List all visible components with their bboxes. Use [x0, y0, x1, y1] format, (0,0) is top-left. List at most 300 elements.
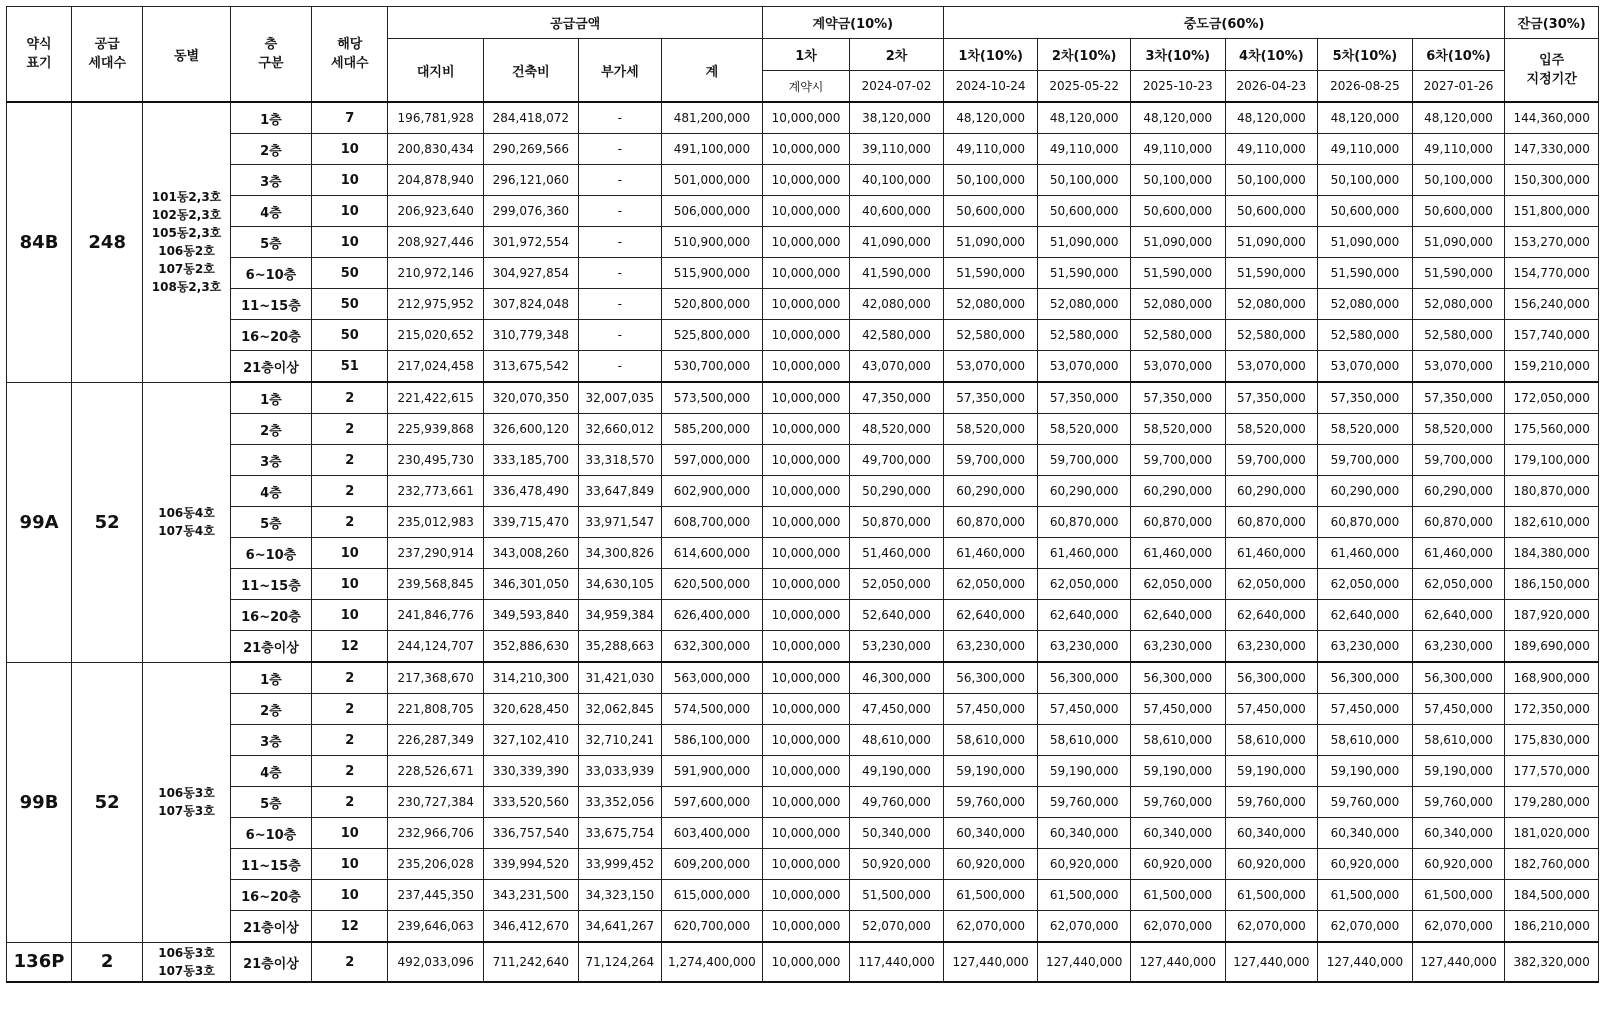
balance-cell: 151,800,000: [1505, 196, 1599, 227]
land-cell: 232,773,661: [388, 476, 484, 507]
middle-3-cell: 62,050,000: [1130, 569, 1225, 600]
total-cell: 491,100,000: [662, 134, 763, 165]
vat-cell: 34,959,384: [578, 600, 661, 631]
middle-1-cell: 50,100,000: [943, 165, 1038, 196]
total-cell: 632,300,000: [662, 631, 763, 663]
deposit-2-cell: 53,230,000: [850, 631, 944, 663]
middle-1-cell: 60,920,000: [943, 849, 1038, 880]
middle-2-cell: 62,070,000: [1038, 911, 1131, 943]
middle-3-cell: 49,110,000: [1130, 134, 1225, 165]
land-cell: 241,846,776: [388, 600, 484, 631]
floor-cell: 3층: [230, 445, 311, 476]
table-row: [7, 725, 1599, 756]
middle-3-cell: 62,070,000: [1130, 911, 1225, 943]
middle-6-cell: 127,440,000: [1412, 942, 1505, 982]
middle-3-cell: 58,610,000: [1130, 725, 1225, 756]
land-cell: 204,878,940: [388, 165, 484, 196]
middle-6-cell: 49,110,000: [1412, 134, 1505, 165]
land-cell: 212,975,952: [388, 289, 484, 320]
middle-5-cell: 50,100,000: [1318, 165, 1413, 196]
building-cell: [143, 382, 230, 662]
table-row: [7, 787, 1599, 818]
deposit-2-cell: 50,290,000: [850, 476, 944, 507]
middle-6-cell: 59,190,000: [1412, 756, 1505, 787]
table-row: [7, 165, 1599, 196]
deposit-2-cell: 51,460,000: [850, 538, 944, 569]
building-line: 106동2호: [158, 244, 215, 259]
deposit-2-cell: 52,070,000: [850, 911, 944, 943]
balance-cell: 184,380,000: [1505, 538, 1599, 569]
land-cell: 226,287,349: [388, 725, 484, 756]
deposit-1-header: 1차: [762, 39, 849, 71]
middle-3-cell: 57,450,000: [1130, 694, 1225, 725]
total-cell: 597,600,000: [662, 787, 763, 818]
construction-cell: 333,520,560: [484, 787, 579, 818]
middle-1-cell: 56,300,000: [943, 662, 1038, 694]
middle-6-cell: 60,870,000: [1412, 507, 1505, 538]
deposit-2-cell: 42,580,000: [850, 320, 944, 351]
middle-6-cell: 60,340,000: [1412, 818, 1505, 849]
middle-2-cell: 59,760,000: [1038, 787, 1131, 818]
total-cell: 620,700,000: [662, 911, 763, 943]
middle-6-cell: 62,640,000: [1412, 600, 1505, 631]
middle-3-date: 2025-10-23: [1130, 71, 1225, 103]
building-line: 107동2호: [158, 262, 215, 277]
units-cell: 50: [312, 289, 388, 320]
middle-3-header: 3차(10%): [1130, 39, 1225, 71]
floor-cell: 6~10층: [230, 818, 311, 849]
deposit-1-cell: 10,000,000: [762, 289, 849, 320]
construction-cell: 346,412,670: [484, 911, 579, 943]
middle-2-cell: 52,580,000: [1038, 320, 1131, 351]
middle-5-cell: 59,760,000: [1318, 787, 1413, 818]
land-header: 대지비: [388, 39, 484, 103]
table-row: [7, 756, 1599, 787]
vat-cell: -: [578, 351, 661, 383]
middle-2-cell: 49,110,000: [1038, 134, 1131, 165]
table-row: [7, 538, 1599, 569]
total-cell: 608,700,000: [662, 507, 763, 538]
deposit-1-cell: 10,000,000: [762, 320, 849, 351]
middle-4-cell: 60,920,000: [1225, 849, 1318, 880]
middle-6-cell: 52,080,000: [1412, 289, 1505, 320]
middle-3-cell: 63,230,000: [1130, 631, 1225, 663]
middle-1-cell: 51,090,000: [943, 227, 1038, 258]
table-row: [7, 102, 1599, 134]
construction-cell: 313,675,542: [484, 351, 579, 383]
middle-5-cell: 62,070,000: [1318, 911, 1413, 943]
price-group-header: 공급금액: [388, 7, 762, 39]
middle-6-cell: 58,610,000: [1412, 725, 1505, 756]
deposit-2-cell: 49,760,000: [850, 787, 944, 818]
total-cell: 573,500,000: [662, 382, 763, 414]
construction-header: 건축비: [484, 39, 579, 103]
floor-cell: 1층: [230, 382, 311, 414]
total-cell: 603,400,000: [662, 818, 763, 849]
building-cell: [143, 662, 230, 942]
vat-cell: 32,710,241: [578, 725, 661, 756]
deposit-1-cell: 10,000,000: [762, 476, 849, 507]
balance-cell: 175,560,000: [1505, 414, 1599, 445]
deposit-1-cell: 10,000,000: [762, 569, 849, 600]
balance-cell: 159,210,000: [1505, 351, 1599, 383]
total-cell: 501,000,000: [662, 165, 763, 196]
construction-cell: 301,972,554: [484, 227, 579, 258]
total-cell: 481,200,000: [662, 102, 763, 134]
middle-3-cell: 52,580,000: [1130, 320, 1225, 351]
table-row: [7, 569, 1599, 600]
table-row: [7, 507, 1599, 538]
total-cell: 614,600,000: [662, 538, 763, 569]
building-line: 105동2,3호: [151, 226, 222, 241]
total-cell: 1,274,400,000: [662, 942, 763, 982]
table-row: [7, 476, 1599, 507]
deposit-1-date: 계약시: [762, 71, 849, 103]
table-row: [7, 320, 1599, 351]
units-cell: 2: [312, 725, 388, 756]
deposit-2-cell: 52,050,000: [850, 569, 944, 600]
units-cell: 2: [312, 382, 388, 414]
units-cell: 10: [312, 600, 388, 631]
vat-cell: -: [578, 134, 661, 165]
middle-1-cell: 57,450,000: [943, 694, 1038, 725]
middle-4-cell: 50,600,000: [1225, 196, 1318, 227]
land-cell: 196,781,928: [388, 102, 484, 134]
floor-cell: 2층: [230, 694, 311, 725]
land-cell: 239,568,845: [388, 569, 484, 600]
middle-1-cell: 60,340,000: [943, 818, 1038, 849]
construction-cell: 320,628,450: [484, 694, 579, 725]
middle-2-cell: 58,520,000: [1038, 414, 1131, 445]
middle-2-cell: 57,350,000: [1038, 382, 1131, 414]
middle-2-header: 2차(10%): [1038, 39, 1131, 71]
middle-4-cell: 58,520,000: [1225, 414, 1318, 445]
middle-5-cell: 49,110,000: [1318, 134, 1413, 165]
middle-1-cell: 52,080,000: [943, 289, 1038, 320]
middle-2-cell: 60,920,000: [1038, 849, 1131, 880]
deposit-1-cell: 10,000,000: [762, 756, 849, 787]
middle-4-header: 4차(10%): [1225, 39, 1318, 71]
floor-cell: 11~15층: [230, 569, 311, 600]
construction-cell: 330,339,390: [484, 756, 579, 787]
floor-cell: 11~15층: [230, 289, 311, 320]
total-cell: 615,000,000: [662, 880, 763, 911]
middle-4-cell: 63,230,000: [1225, 631, 1318, 663]
middle-3-cell: 60,290,000: [1130, 476, 1225, 507]
middle-4-cell: 62,640,000: [1225, 600, 1318, 631]
construction-cell: 336,757,540: [484, 818, 579, 849]
middle-3-cell: 60,920,000: [1130, 849, 1225, 880]
deposit-2-cell: 47,450,000: [850, 694, 944, 725]
table-row: [7, 289, 1599, 320]
land-cell: 210,972,146: [388, 258, 484, 289]
table-row: [7, 849, 1599, 880]
middle-1-cell: 63,230,000: [943, 631, 1038, 663]
middle-3-cell: 50,100,000: [1130, 165, 1225, 196]
deposit-1-cell: 10,000,000: [762, 134, 849, 165]
middle-3-cell: 62,640,000: [1130, 600, 1225, 631]
middle-1-cell: 62,640,000: [943, 600, 1038, 631]
deposit-2-header: 2차: [850, 39, 944, 71]
balance-sub-header: 입주 지정기간: [1505, 39, 1599, 103]
vat-cell: 33,999,452: [578, 849, 661, 880]
middle-1-cell: 59,760,000: [943, 787, 1038, 818]
deposit-1-cell: 10,000,000: [762, 849, 849, 880]
vat-cell: 33,318,570: [578, 445, 661, 476]
deposit-2-cell: 43,070,000: [850, 351, 944, 383]
middle-4-cell: 127,440,000: [1225, 942, 1318, 982]
middle-1-cell: 60,870,000: [943, 507, 1038, 538]
land-cell: 230,495,730: [388, 445, 484, 476]
deposit-1-cell: 10,000,000: [762, 445, 849, 476]
vat-cell: -: [578, 258, 661, 289]
floor-cell: 21층이상: [230, 911, 311, 943]
land-cell: 244,124,707: [388, 631, 484, 663]
units-cell: 51: [312, 351, 388, 383]
land-cell: 200,830,434: [388, 134, 484, 165]
table-row: [7, 227, 1599, 258]
middle-5-cell: 62,640,000: [1318, 600, 1413, 631]
middle-2-cell: 51,590,000: [1038, 258, 1131, 289]
middle-6-cell: 52,580,000: [1412, 320, 1505, 351]
middle-5-cell: 60,290,000: [1318, 476, 1413, 507]
middle-6-cell: 60,920,000: [1412, 849, 1505, 880]
deposit-1-cell: 10,000,000: [762, 258, 849, 289]
middle-4-cell: 61,500,000: [1225, 880, 1318, 911]
deposit-2-cell: 41,090,000: [850, 227, 944, 258]
total-cell: 626,400,000: [662, 600, 763, 631]
middle-3-cell: 50,600,000: [1130, 196, 1225, 227]
construction-cell: 339,994,520: [484, 849, 579, 880]
land-cell: 237,290,914: [388, 538, 484, 569]
middle-5-cell: 60,340,000: [1318, 818, 1413, 849]
floor-cell: 4층: [230, 196, 311, 227]
deposit-1-cell: 10,000,000: [762, 662, 849, 694]
deposit-1-cell: 10,000,000: [762, 725, 849, 756]
table-header: [7, 7, 1599, 103]
floor-cell: 4층: [230, 476, 311, 507]
units-cell: 2: [312, 476, 388, 507]
floor-cell: 21층이상: [230, 631, 311, 663]
floor-cell: 5층: [230, 507, 311, 538]
middle-1-cell: 52,580,000: [943, 320, 1038, 351]
middle-1-cell: 127,440,000: [943, 942, 1038, 982]
middle-1-header: 1차(10%): [943, 39, 1038, 71]
middle-5-cell: 60,870,000: [1318, 507, 1413, 538]
middle-3-cell: 51,590,000: [1130, 258, 1225, 289]
vat-cell: 32,007,035: [578, 382, 661, 414]
middle-3-cell: 51,090,000: [1130, 227, 1225, 258]
construction-cell: 349,593,840: [484, 600, 579, 631]
land-cell: 239,646,063: [388, 911, 484, 943]
vat-cell: -: [578, 196, 661, 227]
middle-2-cell: 58,610,000: [1038, 725, 1131, 756]
deposit-2-cell: 40,600,000: [850, 196, 944, 227]
units-cell: 2: [312, 694, 388, 725]
floor-header: 층 구분: [230, 7, 311, 103]
middle-3-cell: 57,350,000: [1130, 382, 1225, 414]
floor-cell: 21층이상: [230, 942, 311, 982]
middle-6-cell: 50,600,000: [1412, 196, 1505, 227]
middle-2-cell: 57,450,000: [1038, 694, 1131, 725]
middle-3-cell: 61,500,000: [1130, 880, 1225, 911]
land-cell: 221,808,705: [388, 694, 484, 725]
balance-cell: 154,770,000: [1505, 258, 1599, 289]
middle-6-cell: 57,450,000: [1412, 694, 1505, 725]
construction-cell: 307,824,048: [484, 289, 579, 320]
vat-cell: 34,641,267: [578, 911, 661, 943]
land-cell: 208,927,446: [388, 227, 484, 258]
construction-cell: 299,076,360: [484, 196, 579, 227]
vat-cell: 34,323,150: [578, 880, 661, 911]
balance-cell: 153,270,000: [1505, 227, 1599, 258]
deposit-2-cell: 47,350,000: [850, 382, 944, 414]
balance-cell: 156,240,000: [1505, 289, 1599, 320]
middle-3-cell: 59,700,000: [1130, 445, 1225, 476]
vat-cell: 32,062,845: [578, 694, 661, 725]
deposit-1-cell: 10,000,000: [762, 382, 849, 414]
land-cell: 492,033,096: [388, 942, 484, 982]
middle-4-cell: 51,590,000: [1225, 258, 1318, 289]
middle-5-cell: 127,440,000: [1318, 942, 1413, 982]
middle-5-cell: 63,230,000: [1318, 631, 1413, 663]
land-cell: 221,422,615: [388, 382, 484, 414]
middle-1-cell: 58,610,000: [943, 725, 1038, 756]
units-cell: 10: [312, 196, 388, 227]
construction-cell: 336,478,490: [484, 476, 579, 507]
deposit-1-cell: 10,000,000: [762, 787, 849, 818]
middle-1-cell: 48,120,000: [943, 102, 1038, 134]
middle-6-cell: 62,050,000: [1412, 569, 1505, 600]
middle-5-cell: 48,120,000: [1318, 102, 1413, 134]
type-code-cell: 136P: [7, 942, 72, 982]
total-cell: 506,000,000: [662, 196, 763, 227]
type-code-cell: 99A: [7, 382, 72, 662]
units-cell: 2: [312, 787, 388, 818]
middle-2-date: 2025-05-22: [1038, 71, 1131, 103]
units-cell: 10: [312, 134, 388, 165]
land-cell: 235,012,983: [388, 507, 484, 538]
vat-cell: 71,124,264: [578, 942, 661, 982]
floor-cell: 3층: [230, 725, 311, 756]
middle-1-cell: 59,190,000: [943, 756, 1038, 787]
middle-1-cell: 60,290,000: [943, 476, 1038, 507]
units-cell: 10: [312, 538, 388, 569]
total-cell: 530,700,000: [662, 351, 763, 383]
middle-5-cell: 51,590,000: [1318, 258, 1413, 289]
total-cell: 563,000,000: [662, 662, 763, 694]
deposit-1-cell: 10,000,000: [762, 631, 849, 663]
middle-1-cell: 59,700,000: [943, 445, 1038, 476]
land-cell: 235,206,028: [388, 849, 484, 880]
balance-cell: 181,020,000: [1505, 818, 1599, 849]
middle-6-date: 2027-01-26: [1412, 71, 1505, 103]
deposit-1-cell: 10,000,000: [762, 196, 849, 227]
vat-cell: 33,352,056: [578, 787, 661, 818]
units-cell: 10: [312, 227, 388, 258]
deposit-1-cell: 10,000,000: [762, 694, 849, 725]
total-cell: 520,800,000: [662, 289, 763, 320]
middle-4-cell: 59,760,000: [1225, 787, 1318, 818]
units-cell: 50: [312, 320, 388, 351]
type-header: 약식 표기: [7, 7, 72, 103]
units-cell: 10: [312, 849, 388, 880]
middle-group-header: 중도금(60%): [943, 7, 1505, 39]
construction-cell: 314,210,300: [484, 662, 579, 694]
total-cell: 585,200,000: [662, 414, 763, 445]
middle-5-cell: 58,520,000: [1318, 414, 1413, 445]
middle-4-cell: 52,080,000: [1225, 289, 1318, 320]
vat-cell: 34,300,826: [578, 538, 661, 569]
total-cell: 586,100,000: [662, 725, 763, 756]
total-cell: 609,200,000: [662, 849, 763, 880]
middle-2-cell: 59,700,000: [1038, 445, 1131, 476]
middle-4-cell: 58,610,000: [1225, 725, 1318, 756]
balance-cell: 144,360,000: [1505, 102, 1599, 134]
units-header: 해당 세대수: [312, 7, 388, 103]
deposit-2-cell: 48,610,000: [850, 725, 944, 756]
deposit-group-header: 계약금(10%): [762, 7, 943, 39]
table-row: [7, 445, 1599, 476]
land-cell: 232,966,706: [388, 818, 484, 849]
middle-4-cell: 48,120,000: [1225, 102, 1318, 134]
construction-cell: 320,070,350: [484, 382, 579, 414]
land-cell: 206,923,640: [388, 196, 484, 227]
construction-cell: 326,600,120: [484, 414, 579, 445]
building-line: 106동4호: [158, 506, 215, 520]
middle-2-cell: 51,090,000: [1038, 227, 1131, 258]
middle-4-cell: 51,090,000: [1225, 227, 1318, 258]
supply-units-cell: 52: [72, 662, 143, 942]
balance-group-header: 잔금(30%): [1505, 7, 1599, 39]
land-cell: 228,526,671: [388, 756, 484, 787]
middle-5-cell: 62,050,000: [1318, 569, 1413, 600]
construction-cell: 343,231,500: [484, 880, 579, 911]
middle-2-cell: 56,300,000: [1038, 662, 1131, 694]
land-cell: 215,020,652: [388, 320, 484, 351]
middle-3-cell: 59,760,000: [1130, 787, 1225, 818]
middle-3-cell: 48,120,000: [1130, 102, 1225, 134]
vat-cell: 34,630,105: [578, 569, 661, 600]
table-row: [7, 880, 1599, 911]
balance-cell: 187,920,000: [1505, 600, 1599, 631]
middle-5-cell: 52,080,000: [1318, 289, 1413, 320]
supply-units-cell: 2: [72, 942, 143, 982]
middle-1-cell: 61,460,000: [943, 538, 1038, 569]
middle-1-cell: 62,070,000: [943, 911, 1038, 943]
middle-5-cell: 57,450,000: [1318, 694, 1413, 725]
floor-cell: 11~15층: [230, 849, 311, 880]
middle-5-cell: 53,070,000: [1318, 351, 1413, 383]
deposit-2-cell: 40,100,000: [850, 165, 944, 196]
middle-2-cell: 52,080,000: [1038, 289, 1131, 320]
building-header: 동별: [143, 7, 230, 103]
units-cell: 2: [312, 445, 388, 476]
deposit-1-cell: 10,000,000: [762, 880, 849, 911]
units-cell: 10: [312, 165, 388, 196]
building-line: 106동3호: [158, 786, 215, 800]
middle-1-cell: 50,600,000: [943, 196, 1038, 227]
construction-cell: 304,927,854: [484, 258, 579, 289]
deposit-1-cell: 10,000,000: [762, 538, 849, 569]
table-row: [7, 662, 1599, 694]
supply-units-header: 공급 세대수: [72, 7, 143, 103]
vat-cell: 33,647,849: [578, 476, 661, 507]
middle-6-cell: 60,290,000: [1412, 476, 1505, 507]
middle-6-cell: 61,460,000: [1412, 538, 1505, 569]
vat-cell: 32,660,012: [578, 414, 661, 445]
middle-4-cell: 59,190,000: [1225, 756, 1318, 787]
